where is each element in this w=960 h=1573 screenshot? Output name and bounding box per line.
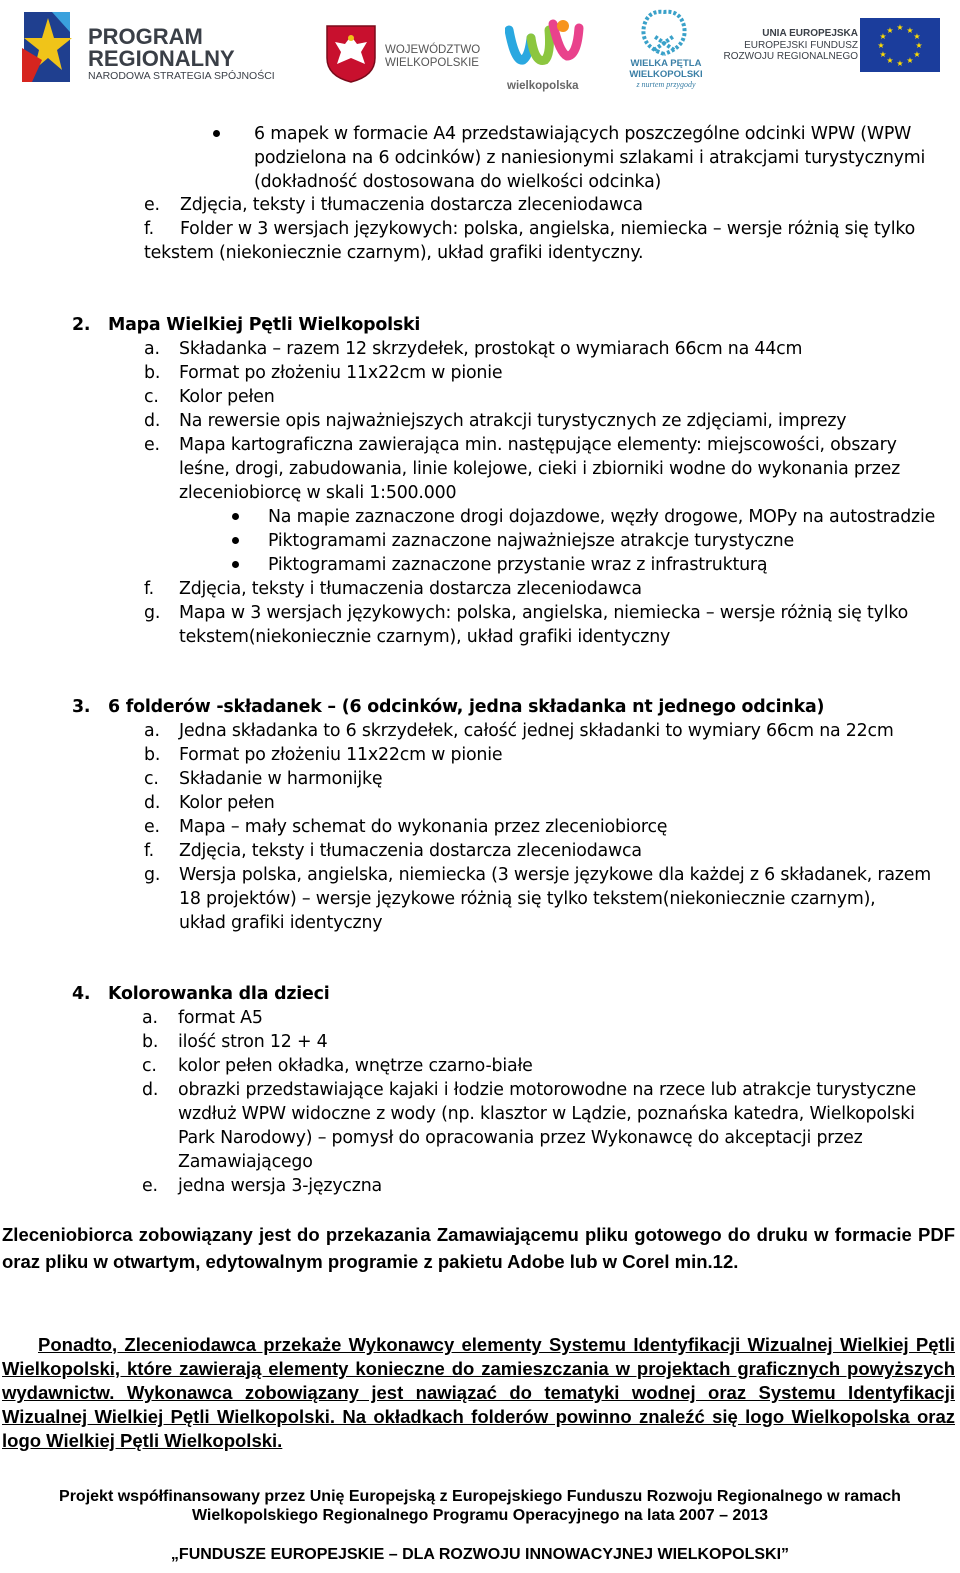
list-item-text: Kolor pełen xyxy=(179,387,275,407)
logo-text-program: PROGRAM xyxy=(88,24,203,49)
list-item-text: Mapa w 3 wersjach językowych: polska, angielska, niemiecka – wersje różnią się tylko xyxy=(179,603,909,623)
list-marker: b. xyxy=(142,1032,159,1052)
list-item-text: Na mapie zaznaczone drogi dojazdowe, węzły drogowe, MOPy na autostradzie xyxy=(268,507,936,527)
list-item-text: Na rewersie opis najważniejszych atrakcji turystycznych ze zdjęciami, imprezy xyxy=(179,411,847,431)
svg-text:★: ★ xyxy=(913,32,921,41)
list-marker: b. xyxy=(144,363,161,383)
list-item-text: Zdjęcia, teksty i tłumaczenia dostarcza zleceniodawca xyxy=(179,579,642,599)
list-marker: e. xyxy=(142,1176,158,1196)
list-item-text: układ grafiki identyczny xyxy=(179,913,383,933)
list-item-text: Wersja polska, angielska, niemiecka (3 wersje językowe dla każdej z 6 składanek, razem xyxy=(179,865,931,885)
list-item-text: Jedna składanka to 6 skrzydełek, całość jednej składanki to wymiary 66cm na 22cm xyxy=(179,721,894,741)
list-marker: b. xyxy=(144,745,161,765)
list-item-text: 18 projektów) – wersje językowe różnią się tylko tekstem(niekoniecznie czarnym), xyxy=(179,889,876,909)
svg-text:★: ★ xyxy=(879,32,887,41)
wlkp-w-icon xyxy=(505,16,585,78)
svg-text:★: ★ xyxy=(913,50,921,59)
list-item-text: (dokładność dostosowana do wielkości odcinka) xyxy=(254,172,662,192)
svg-text:★: ★ xyxy=(896,23,904,32)
list-marker: d. xyxy=(142,1080,159,1100)
paragraph-visual-identity: Ponadto, Zleceniodawca przekaże Wykonawcy elementy Systemu Identyfikacji Wizualnej Wielkiej Pętli Wielkopolski, które zawierają elementy konieczne do zamieszczania w projektach graficznych powyższych wydawnictw. Wykonawca zobowiązany jest nawiązać do tematyki wodnej oraz Systemu Identyfikacji Wizualnej Wielkiej Pętli Wielkopolski. Na okładkach folderów powinno znaleźć się logo Wielkopolska oraz logo Wielkiej Pętli Wielkopolski. xyxy=(2,1334,955,1451)
logo-text-wielkopolski: WIELKOPOLSKI xyxy=(629,69,703,80)
list-marker: a. xyxy=(144,339,160,359)
svg-text:★: ★ xyxy=(886,56,894,65)
svg-text:★: ★ xyxy=(886,26,894,35)
list-marker: a. xyxy=(142,1008,158,1028)
list-item-text: 6 mapek w formacie A4 przedstawiających poszczególne odcinki WPW (WPW xyxy=(254,124,912,144)
footer-slogan: „FUNDUSZE EUROPEJSKIE – DLA ROZWOJU INNOWACYJNEJ WIELKOPOLSKI” xyxy=(170,1546,790,1563)
list-marker: e. xyxy=(144,435,160,455)
list-item-text: podzielona na 6 odcinków) z naniesionymi szlakami i atrakcjami turystycznymi xyxy=(254,148,926,168)
list-marker: d. xyxy=(144,793,161,813)
list-marker: f. xyxy=(144,841,154,861)
logo-text-err: ROZWOJU REGIONALNEGO xyxy=(723,51,858,62)
section-number: 4. xyxy=(72,984,91,1004)
section-title: Kolorowanka dla dzieci xyxy=(108,984,330,1004)
list-marker: e. xyxy=(144,817,160,837)
footer-line-2: Wielkopolskiego Regionalnego Programu Operacyjnego na lata 2007 – 2013 xyxy=(191,1507,769,1524)
list-item-text: obrazki przedstawiające kajaki i łodzie motorowodne na rzece lub atrakcje turystyczne xyxy=(178,1080,916,1100)
list-item-text: format A5 xyxy=(178,1008,263,1028)
section-title: 6 folderów -składanek – (6 odcinków, jedna składanka nt jednego odcinka) xyxy=(108,697,825,717)
eu-flag-icon xyxy=(860,18,940,72)
svg-text:★: ★ xyxy=(877,41,885,50)
bullet-dot xyxy=(232,561,239,568)
logo-text-wielkopolska: wielkopolska xyxy=(507,80,579,92)
section-title: Mapa Wielkiej Pętli Wielkopolski xyxy=(108,315,421,335)
section-number: 3. xyxy=(72,697,91,717)
wielkopolska-logo xyxy=(503,16,587,96)
list-item-text: Piktogramami zaznaczone najważniejsze atrakcje turystyczne xyxy=(268,531,794,551)
list-item-text: Mapa kartograficzna zawierająca min. następujące elementy: miejscowości, obszary xyxy=(179,435,897,455)
list-marker: g. xyxy=(144,603,161,623)
bullet-dot xyxy=(213,130,220,137)
svg-text:★: ★ xyxy=(906,56,914,65)
eu-logo xyxy=(720,18,950,78)
wojewodztwo-logo xyxy=(325,24,485,86)
logo-text-nss: NARODOWA STRATEGIA SPÓJNOŚCI xyxy=(88,70,275,82)
svg-text:★: ★ xyxy=(915,41,923,50)
list-marker: g. xyxy=(144,865,161,885)
list-marker: d. xyxy=(144,411,161,431)
list-item-text: Format po złożeniu 11x22cm w pionie xyxy=(179,745,503,765)
logo-text-wielkopolskie: WIELKOPOLSKIE xyxy=(385,57,479,69)
list-item-text: Piktogramami zaznaczone przystanie wraz z infrastrukturą xyxy=(268,555,768,575)
svg-text:★: ★ xyxy=(906,26,914,35)
list-item-text: Folder w 3 wersjach językowych: polska, angielska, niemiecka – wersje różnią się tylko xyxy=(180,219,916,239)
logo-text-wojewodztwo: WOJEWÓDZTWO xyxy=(385,44,481,56)
footer-line-1: Projekt współfinansowany przez Unię Europejską z Europejskiego Funduszu Rozwoju Regionalnego w ramach xyxy=(59,1488,901,1505)
list-item-text: Kolor pełen xyxy=(179,793,275,813)
list-item-text: Park Narodowy) – pomysł do opracowania przez Wykonawcę do akceptacji przez xyxy=(178,1128,863,1148)
eagle-crest-icon xyxy=(325,24,377,84)
svg-text:★: ★ xyxy=(896,59,904,68)
list-item-text: Zamawiającego xyxy=(178,1152,313,1172)
list-item-text: tekstem(niekoniecznie czarnym), układ grafiki identyczny xyxy=(179,627,671,647)
logo-text-z-nurtem: z nurtem przygody xyxy=(636,80,696,89)
header-logos xyxy=(0,0,960,100)
section-number: 2. xyxy=(72,315,91,335)
svg-text:★: ★ xyxy=(879,50,887,59)
list-item-text: tekstem (niekoniecznie czarnym), układ grafiki identyczny. xyxy=(144,243,644,263)
list-marker: e. xyxy=(144,195,160,215)
list-item-text: Format po złożeniu 11x22cm w pionie xyxy=(179,363,503,383)
list-item-text: Składanie w harmonijkę xyxy=(179,769,383,789)
list-item-text: jedna wersja 3-języczna xyxy=(178,1176,382,1196)
bullet-dot xyxy=(232,537,239,544)
logo-text-regionalny: REGIONALNY xyxy=(88,46,235,71)
list-item-text: Zdjęcia, teksty i tłumaczenia dostarcza zleceniodawca xyxy=(180,195,643,215)
list-item-text: ilość stron 12 + 4 xyxy=(178,1032,328,1052)
knot-loop-icon xyxy=(634,6,694,58)
list-marker: c. xyxy=(142,1056,157,1076)
list-item-text: zleceniobiorcę w skali 1:500.000 xyxy=(179,483,457,503)
list-item-text: leśne, drogi, zabudowania, linie kolejowe, cieki i zbiorniki wodne do wykonania przez xyxy=(179,459,901,479)
bullet-dot xyxy=(232,513,239,520)
program-regionalny-logo xyxy=(22,8,275,90)
list-marker: a. xyxy=(144,721,160,741)
list-item-text: Składanka – razem 12 skrzydełek, prostokąt o wymiarach 66cm na 44cm xyxy=(179,339,803,359)
list-item-text: kolor pełen okładka, wnętrze czarno-białe xyxy=(178,1056,533,1076)
logo-text-efs: EUROPEJSKI FUNDUSZ xyxy=(744,39,858,51)
logo-text-ue: UNIA EUROPEJSKA xyxy=(762,28,858,39)
logo-text-wielka-petla: WIELKA PĘTLA xyxy=(630,58,702,69)
list-marker: c. xyxy=(144,387,159,407)
list-item-text: Zdjęcia, teksty i tłumaczenia dostarcza zleceniodawca xyxy=(179,841,642,861)
list-marker: f. xyxy=(144,579,154,599)
nss-star-icon xyxy=(22,8,74,86)
list-marker: c. xyxy=(144,769,159,789)
list-item-text: wzdłuż WPW widoczne z wody (np. klasztor w Lądzie, poznańska katedra, Wielkopolski xyxy=(178,1104,915,1124)
wielka-petla-logo xyxy=(620,6,710,92)
paragraph-delivery-requirements: Zleceniobiorca zobowiązany jest do przekazania Zamawiającemu pliku gotowego do druku w formacie PDF oraz pliku w otwartym, edytowalnym programie z pakietu Adobe lub w Corel min.12. xyxy=(2,1224,955,1272)
list-marker: f. xyxy=(144,219,154,239)
list-item-text: Mapa – mały schemat do wykonania przez zleceniobiorcę xyxy=(179,817,668,837)
